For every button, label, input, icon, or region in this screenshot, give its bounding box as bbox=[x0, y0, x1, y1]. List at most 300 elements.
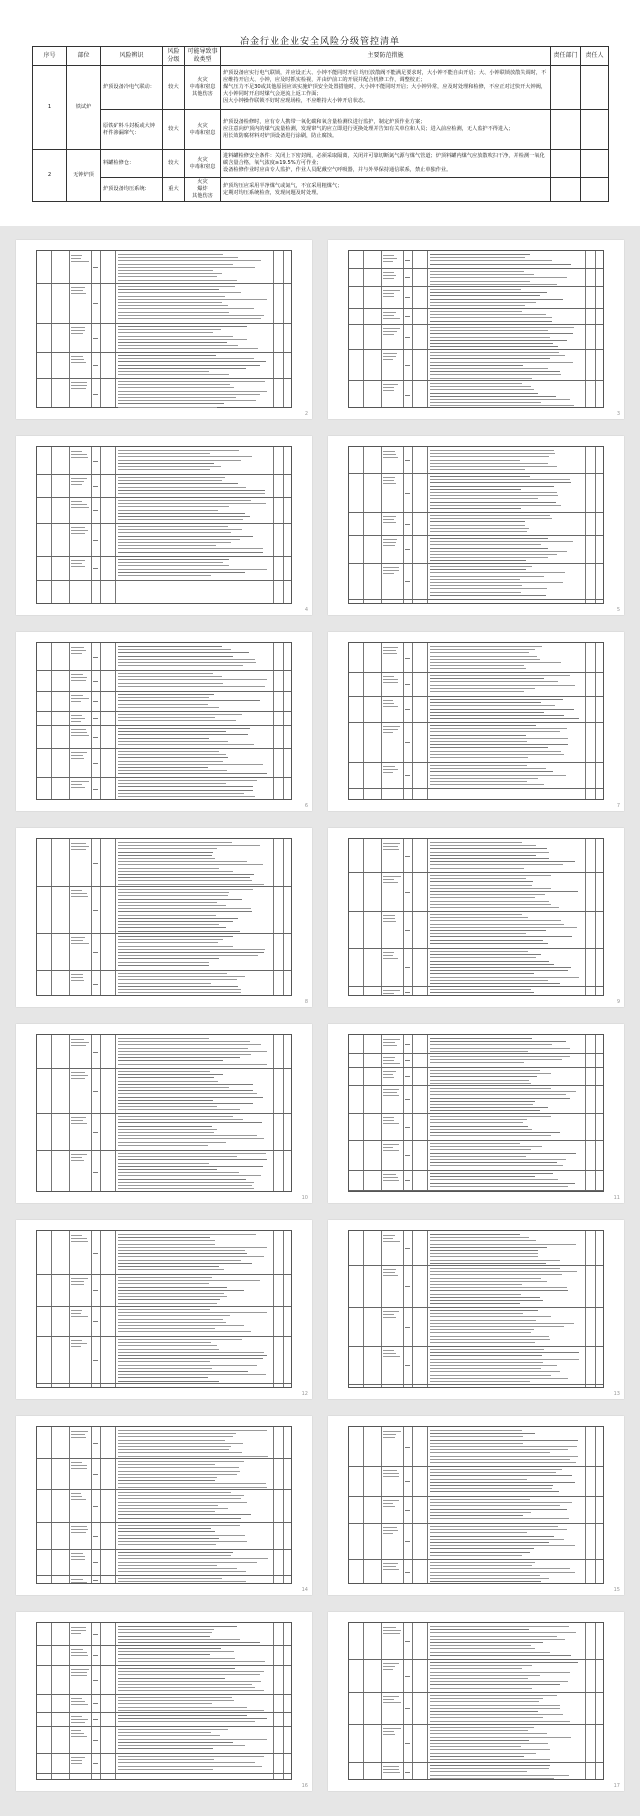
text-line bbox=[430, 1371, 560, 1372]
text-line bbox=[71, 1045, 86, 1046]
text-line bbox=[430, 1539, 564, 1540]
row-level: 较大 bbox=[163, 150, 185, 178]
page-number: 15 bbox=[613, 1587, 620, 1593]
text-line bbox=[118, 905, 226, 906]
text-line bbox=[71, 1532, 86, 1533]
text-line bbox=[118, 1541, 247, 1542]
text-line bbox=[430, 1271, 577, 1272]
text-line bbox=[71, 1434, 85, 1435]
text-line bbox=[71, 1652, 87, 1653]
text-line bbox=[430, 1303, 520, 1304]
text-line bbox=[71, 1529, 88, 1530]
text-line bbox=[118, 503, 266, 504]
text-line bbox=[430, 1260, 560, 1261]
text-line bbox=[430, 585, 522, 586]
text-line bbox=[118, 1349, 219, 1350]
text-line bbox=[430, 888, 551, 889]
text-line bbox=[118, 1166, 263, 1167]
text-line bbox=[118, 731, 226, 732]
text-line bbox=[118, 329, 221, 330]
row-risk: 料罐检修仓： bbox=[101, 150, 163, 178]
risk-level-mark bbox=[405, 775, 410, 776]
text-line bbox=[118, 780, 257, 781]
text-line bbox=[118, 1732, 211, 1733]
text-line bbox=[118, 659, 255, 660]
text-line bbox=[118, 559, 229, 560]
row-accident: 火灾 中毒和窒息 bbox=[185, 150, 221, 178]
text-line bbox=[430, 1639, 565, 1640]
document-title: 冶金行业企业安全风险分级管控清单 bbox=[239, 37, 400, 47]
text-line bbox=[383, 272, 394, 273]
table-row-rule bbox=[37, 1274, 291, 1275]
text-line bbox=[118, 273, 222, 274]
risk-level-mark bbox=[93, 657, 98, 658]
table-column-rule bbox=[427, 643, 428, 799]
text-line bbox=[118, 1464, 215, 1465]
table-column-rule bbox=[363, 447, 364, 603]
text-line bbox=[118, 767, 208, 768]
risk-level-mark bbox=[93, 1763, 98, 1764]
text-line bbox=[430, 1482, 575, 1483]
table-row-rule bbox=[37, 777, 291, 778]
text-line bbox=[383, 732, 393, 733]
text-line bbox=[118, 318, 261, 319]
text-line bbox=[383, 1434, 396, 1435]
row-person bbox=[581, 178, 609, 202]
text-line bbox=[118, 289, 219, 290]
text-line bbox=[118, 665, 243, 666]
text-line bbox=[118, 1377, 208, 1378]
text-line bbox=[118, 539, 240, 540]
table-column-rule bbox=[283, 643, 284, 799]
text-line bbox=[430, 314, 546, 315]
risk-level-mark bbox=[93, 568, 98, 569]
table-column-rule bbox=[585, 1623, 586, 1779]
thumbnail-page bbox=[328, 436, 624, 615]
thumbnail-page bbox=[328, 632, 624, 811]
text-line bbox=[430, 260, 552, 261]
text-line bbox=[430, 1572, 575, 1573]
text-line bbox=[118, 973, 227, 974]
thumbnail-page bbox=[328, 1612, 624, 1791]
text-line bbox=[430, 754, 564, 755]
text-line bbox=[430, 1491, 559, 1492]
risk-level-mark bbox=[405, 658, 410, 659]
text-line bbox=[430, 744, 568, 745]
text-line bbox=[383, 315, 394, 316]
text-line bbox=[118, 1492, 231, 1493]
text-line bbox=[430, 486, 554, 487]
text-line bbox=[430, 1297, 540, 1298]
text-line bbox=[118, 1169, 217, 1170]
text-line bbox=[71, 1468, 87, 1469]
table-column-rule bbox=[595, 1231, 596, 1387]
text-line bbox=[118, 407, 217, 408]
text-line bbox=[430, 1313, 523, 1314]
text-line bbox=[430, 933, 526, 934]
text-line bbox=[430, 548, 548, 549]
text-line bbox=[118, 1697, 232, 1698]
text-line bbox=[430, 1101, 535, 1102]
text-line bbox=[430, 705, 555, 706]
text-line bbox=[430, 1294, 521, 1295]
table-row-rule bbox=[349, 872, 603, 873]
text-line bbox=[118, 1060, 223, 1061]
text-line bbox=[118, 1051, 267, 1052]
text-line bbox=[430, 1515, 523, 1516]
text-line bbox=[118, 1250, 245, 1251]
text-line bbox=[71, 1526, 87, 1527]
text-line bbox=[430, 1446, 577, 1447]
page-number: 7 bbox=[616, 803, 620, 809]
text-line bbox=[383, 647, 398, 648]
text-line bbox=[383, 843, 400, 844]
risk-level-mark bbox=[93, 1052, 98, 1053]
text-line bbox=[71, 1698, 82, 1699]
table-column-rule bbox=[363, 1231, 364, 1387]
text-line bbox=[118, 1452, 242, 1453]
text-line bbox=[430, 508, 521, 509]
text-line bbox=[383, 275, 396, 276]
text-line bbox=[430, 1237, 529, 1238]
text-line bbox=[118, 1299, 220, 1300]
text-line bbox=[71, 1343, 87, 1344]
text-line bbox=[118, 1145, 208, 1146]
text-line bbox=[118, 1084, 253, 1085]
text-line bbox=[118, 536, 253, 537]
text-line bbox=[430, 1253, 538, 1254]
text-line bbox=[383, 1042, 395, 1043]
table-column-rule bbox=[69, 1427, 70, 1583]
text-line bbox=[383, 1769, 399, 1770]
text-line bbox=[383, 359, 393, 360]
text-line bbox=[430, 1488, 552, 1489]
text-line bbox=[118, 1159, 267, 1160]
text-line bbox=[71, 1496, 82, 1497]
text-line bbox=[430, 1552, 530, 1553]
text-line bbox=[430, 271, 524, 272]
text-line bbox=[430, 1443, 523, 1444]
table-column-rule bbox=[69, 1231, 70, 1387]
text-line bbox=[71, 943, 89, 944]
table-row-rule bbox=[349, 324, 603, 325]
text-line bbox=[71, 1672, 87, 1673]
row-person bbox=[581, 150, 609, 178]
text-line bbox=[430, 1051, 528, 1052]
risk-level-mark bbox=[405, 297, 410, 298]
text-line bbox=[430, 924, 564, 925]
text-line bbox=[118, 286, 235, 287]
risk-level-mark bbox=[405, 460, 410, 461]
text-line bbox=[383, 1241, 400, 1242]
text-line bbox=[71, 937, 85, 938]
risk-level-mark bbox=[405, 856, 410, 857]
text-line bbox=[383, 653, 397, 654]
text-line bbox=[71, 382, 87, 383]
text-line bbox=[118, 1636, 210, 1637]
text-line bbox=[383, 1174, 396, 1175]
table-row-rule bbox=[37, 886, 291, 887]
text-line bbox=[118, 1568, 237, 1569]
text-line bbox=[118, 707, 219, 708]
text-line bbox=[430, 778, 538, 779]
text-line bbox=[430, 1116, 551, 1117]
text-line bbox=[383, 457, 398, 458]
table-row-rule bbox=[37, 1458, 291, 1459]
text-line bbox=[118, 480, 222, 481]
table-column-rule bbox=[91, 643, 92, 799]
text-line bbox=[118, 1745, 245, 1746]
text-line bbox=[71, 1716, 82, 1717]
text-line bbox=[430, 492, 557, 493]
text-line bbox=[118, 569, 267, 570]
text-line bbox=[430, 1070, 540, 1071]
text-line bbox=[118, 1057, 240, 1058]
text-line bbox=[71, 454, 87, 455]
table-row-rule bbox=[349, 1466, 603, 1467]
text-line bbox=[430, 1126, 528, 1127]
text-line bbox=[118, 374, 229, 375]
text-line bbox=[71, 478, 87, 479]
text-line bbox=[383, 958, 398, 959]
text-line bbox=[71, 721, 81, 722]
text-line bbox=[118, 855, 212, 856]
table-column-rule bbox=[585, 1231, 586, 1387]
text-line bbox=[71, 1736, 87, 1737]
text-line bbox=[118, 720, 236, 721]
text-line bbox=[430, 1655, 571, 1656]
text-line bbox=[118, 1253, 247, 1254]
risk-level-mark bbox=[93, 701, 98, 702]
risk-level-mark bbox=[93, 540, 98, 541]
risk-level-mark bbox=[93, 681, 98, 682]
text-line bbox=[430, 1526, 558, 1527]
text-line bbox=[71, 1241, 88, 1242]
text-line bbox=[383, 1527, 397, 1528]
text-line bbox=[118, 345, 238, 346]
text-line bbox=[118, 848, 217, 849]
table-row-rule bbox=[37, 556, 291, 557]
risk-level-mark bbox=[405, 549, 410, 550]
text-line bbox=[118, 1064, 267, 1065]
table-column-rule bbox=[283, 1231, 284, 1387]
text-line bbox=[383, 1356, 400, 1357]
table-row-rule bbox=[349, 986, 603, 987]
text-line bbox=[118, 942, 218, 943]
text-line bbox=[118, 493, 265, 494]
text-line bbox=[118, 1658, 235, 1659]
header-accident: 可能导致事故类型 bbox=[185, 47, 221, 66]
text-line bbox=[118, 1244, 215, 1245]
text-line bbox=[71, 1719, 88, 1720]
text-line bbox=[430, 476, 530, 477]
text-line bbox=[118, 861, 247, 862]
text-line bbox=[430, 1662, 578, 1663]
text-line bbox=[118, 1188, 254, 1189]
text-line bbox=[430, 1059, 562, 1060]
text-line bbox=[430, 295, 540, 296]
table-row-rule bbox=[37, 283, 291, 284]
text-line bbox=[118, 513, 245, 514]
text-line bbox=[430, 1083, 531, 1084]
text-line bbox=[118, 1237, 210, 1238]
risk-level-mark bbox=[405, 684, 410, 685]
text-line bbox=[118, 989, 241, 990]
text-line bbox=[118, 1106, 217, 1107]
text-line bbox=[118, 1535, 245, 1536]
text-line bbox=[118, 526, 228, 527]
page-number: 12 bbox=[301, 1391, 308, 1397]
table-column-rule bbox=[412, 251, 413, 407]
text-line bbox=[430, 741, 527, 742]
text-line bbox=[118, 915, 216, 916]
text-line bbox=[71, 940, 83, 941]
risk-level-mark bbox=[93, 1536, 98, 1537]
text-line bbox=[430, 771, 553, 772]
row-dept bbox=[551, 110, 581, 150]
text-line bbox=[430, 1449, 568, 1450]
text-line bbox=[430, 685, 575, 686]
risk-level-mark bbox=[405, 260, 410, 261]
text-line bbox=[118, 656, 233, 657]
text-line bbox=[430, 371, 560, 372]
text-line bbox=[118, 1240, 215, 1241]
text-line bbox=[118, 717, 215, 718]
text-line bbox=[118, 1038, 209, 1039]
table-row bbox=[33, 150, 609, 178]
text-line bbox=[71, 451, 82, 452]
text-line bbox=[118, 1762, 255, 1763]
table-column-rule bbox=[363, 643, 364, 799]
text-line bbox=[383, 879, 394, 880]
text-line bbox=[383, 1353, 396, 1354]
table-row-rule bbox=[349, 722, 603, 723]
text-line bbox=[118, 652, 249, 653]
text-line bbox=[430, 1278, 541, 1279]
table-column-rule bbox=[412, 643, 413, 799]
text-line bbox=[118, 450, 239, 451]
risk-level-mark bbox=[93, 763, 98, 764]
table-column-rule bbox=[100, 1623, 101, 1779]
text-line bbox=[118, 1639, 240, 1640]
table-row-rule bbox=[349, 672, 603, 673]
row-dept bbox=[551, 66, 581, 110]
table-column-rule bbox=[595, 643, 596, 799]
text-line bbox=[383, 1728, 401, 1729]
text-line bbox=[383, 384, 398, 385]
text-line bbox=[118, 1690, 264, 1691]
text-line bbox=[430, 735, 526, 736]
text-line bbox=[430, 502, 556, 503]
thumbnail-page bbox=[328, 1024, 624, 1203]
thumbnail-page bbox=[328, 240, 624, 419]
text-line bbox=[71, 1160, 84, 1161]
text-line bbox=[71, 527, 85, 528]
text-line bbox=[430, 681, 558, 682]
text-line bbox=[118, 529, 242, 530]
table-column-rule bbox=[403, 447, 404, 603]
text-line bbox=[118, 1126, 212, 1127]
text-line bbox=[118, 308, 254, 309]
text-line bbox=[118, 1721, 255, 1722]
text-line bbox=[118, 842, 232, 843]
text-line bbox=[430, 1107, 548, 1108]
risk-level-mark bbox=[93, 910, 98, 911]
risk-level-mark bbox=[405, 316, 410, 317]
text-line bbox=[118, 312, 229, 313]
text-line bbox=[71, 980, 84, 981]
text-line bbox=[430, 1509, 567, 1510]
text-line bbox=[118, 1684, 252, 1685]
text-line bbox=[118, 662, 256, 663]
text-line bbox=[430, 1698, 543, 1699]
risk-level-mark bbox=[93, 1506, 98, 1507]
text-line bbox=[383, 1633, 400, 1634]
text-line bbox=[430, 1080, 529, 1081]
text-line bbox=[118, 908, 251, 909]
text-line bbox=[118, 510, 218, 511]
text-line bbox=[430, 368, 548, 369]
text-line bbox=[430, 1753, 536, 1754]
text-line bbox=[383, 846, 398, 847]
text-line bbox=[118, 965, 209, 966]
text-line bbox=[430, 374, 561, 375]
text-line bbox=[430, 569, 526, 570]
text-line bbox=[118, 1748, 213, 1749]
text-line bbox=[118, 918, 238, 919]
text-line bbox=[430, 1529, 567, 1530]
text-line bbox=[71, 890, 82, 891]
risk-level-mark bbox=[93, 1443, 98, 1444]
text-line bbox=[118, 365, 260, 366]
text-line bbox=[430, 1737, 571, 1738]
text-line bbox=[430, 1502, 572, 1503]
text-line bbox=[430, 450, 554, 451]
thumbnail-page bbox=[16, 240, 312, 419]
text-line bbox=[118, 1342, 211, 1343]
text-line bbox=[71, 1340, 82, 1341]
text-line bbox=[430, 1146, 542, 1147]
text-line bbox=[71, 293, 86, 294]
text-line bbox=[430, 940, 543, 941]
row-measures: 炉顶均压应采用半净煤气或氮气，不宜采用粗煤气； 定期对均压系统检查，发现问题及时处理。 bbox=[221, 178, 551, 202]
text-line bbox=[430, 775, 566, 776]
text-line bbox=[430, 515, 550, 516]
text-line bbox=[118, 299, 267, 300]
text-line bbox=[430, 751, 561, 752]
text-line bbox=[430, 302, 536, 303]
thumbnail-table bbox=[348, 1622, 604, 1780]
risk-level-mark bbox=[93, 1680, 98, 1681]
text-line bbox=[383, 293, 394, 294]
text-line bbox=[383, 1311, 399, 1312]
text-line bbox=[118, 490, 265, 491]
risk-level-mark bbox=[93, 1091, 98, 1092]
text-line bbox=[430, 861, 575, 862]
text-line bbox=[118, 1132, 214, 1133]
text-line bbox=[118, 1371, 248, 1372]
text-line bbox=[383, 1663, 399, 1664]
text-line bbox=[430, 337, 550, 338]
text-line bbox=[430, 1088, 551, 1089]
page-number: 3 bbox=[616, 411, 620, 417]
text-line bbox=[71, 1627, 86, 1628]
text-line bbox=[430, 954, 541, 955]
text-line bbox=[118, 979, 237, 980]
text-line bbox=[430, 1479, 527, 1480]
text-line bbox=[118, 1303, 217, 1304]
text-line bbox=[118, 1109, 240, 1110]
